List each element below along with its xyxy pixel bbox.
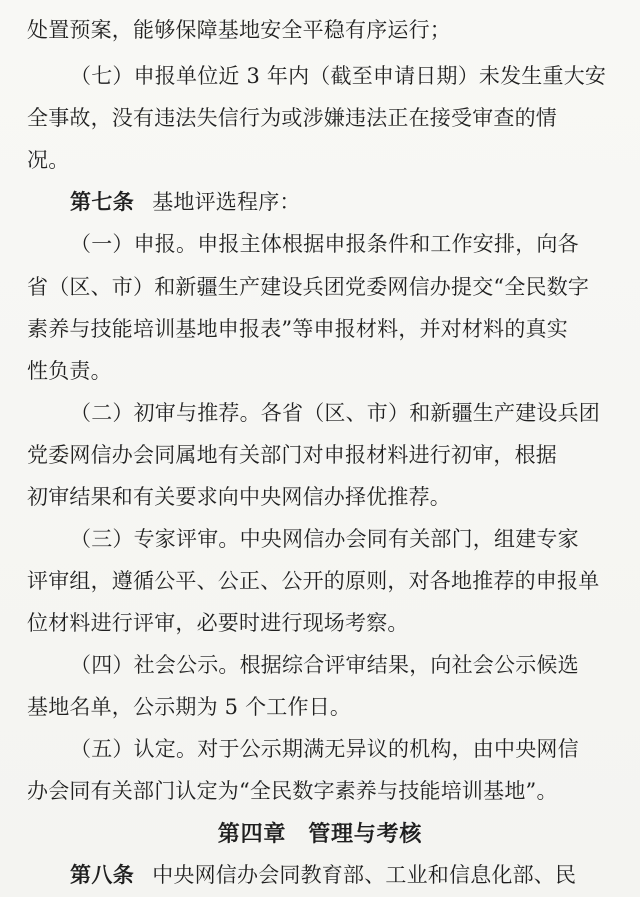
text-line-16: 基地名单，公示期为 5 个工作日。 (27, 695, 352, 719)
text-line-18: 办会同有关部门认定为“全民数字素养与技能培训基地”。 (27, 779, 558, 803)
article-8-line (70, 857, 617, 893)
text-line-2: （七）申报单位近 3 年内（截至申请日期）未发生重大安 (70, 64, 607, 88)
text-line-11: 初审结果和有关要求向中央网信办择优推荐。 (27, 485, 451, 509)
text-line-5: （一）申报。申报主体根据申报条件和工作安排，向各 (70, 232, 579, 256)
text-line-4: 况。 (27, 148, 70, 172)
chapter-4-number: 第四章 (217, 821, 287, 847)
text-line-14: 位材料进行评审，必要时进行现场考察。 (27, 611, 409, 635)
text-line-9: （二）初审与推荐。各省（区、市）和新疆生产建设兵团 (70, 401, 600, 425)
text-line-6: 省（区、市）和新疆生产建设兵团党委网信办提交“全民数字 (27, 275, 590, 299)
text-line-8: 性负责。 (27, 359, 112, 383)
article-8-label: 第八条 (70, 862, 135, 887)
chapter-4-heading (0, 816, 640, 852)
article-7-title: 基地评选程序： (152, 190, 301, 214)
text-line-13: 评审组，遵循公平、公正、公开的原则，对各地推荐的申报单 (27, 569, 600, 593)
article-8-text: 中央网信办会同教育部、工业和信息化部、民 (152, 863, 577, 887)
chapter-4-title: 管理与考核 (308, 821, 423, 847)
text-line-12: （三）专家评审。中央网信办会同有关部门，组建专家 (70, 527, 579, 551)
text-line-7: 素养与技能培训基地申报表”等申报材料，并对材料的真实 (27, 317, 568, 341)
text-line-3: 全事故，没有违法失信行为或涉嫌违法正在接受审查的情 (27, 106, 557, 130)
text-line-15: （四）社会公示。根据综合评审结果，向社会公示候选 (70, 653, 579, 677)
text-line-17: （五）认定。对于公示期满无异议的机构，由中央网信 (70, 737, 579, 761)
text-line-1: 处置预案，能够保障基地安全平稳有序运行； (27, 18, 451, 42)
text-line-10: 党委网信办会同属地有关部门对申报材料进行初审，根据 (27, 443, 557, 467)
article-7-heading (70, 184, 617, 220)
article-7-label: 第七条 (70, 189, 135, 214)
